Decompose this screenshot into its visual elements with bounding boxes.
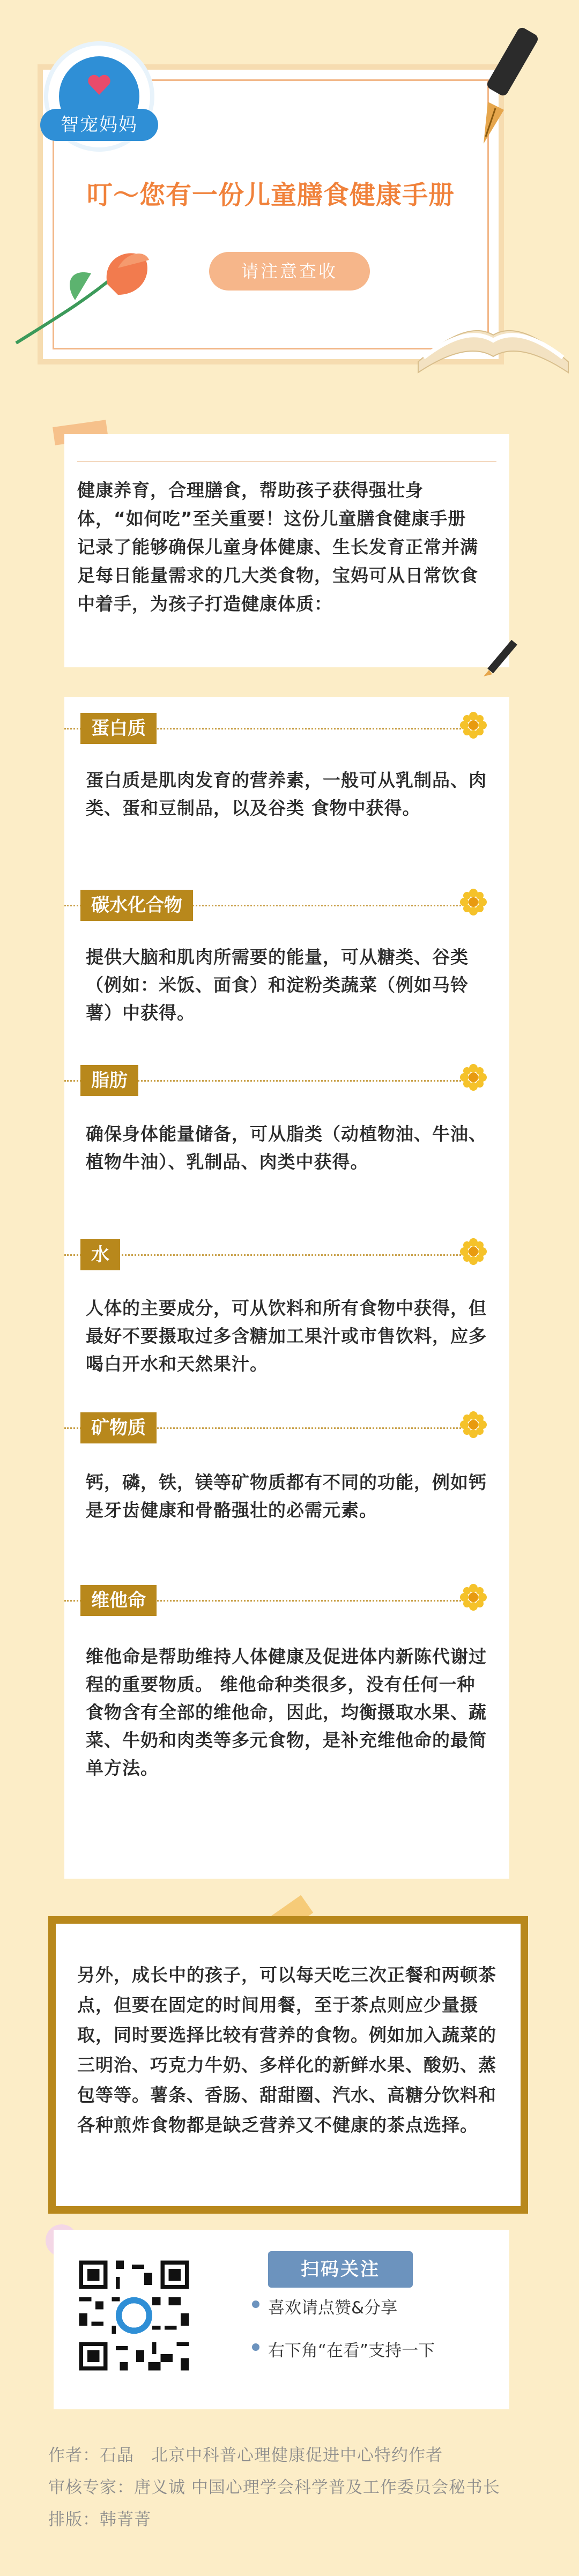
reviewer-credit: 审核专家：唐义诚 中国心理学会科学普及工作委员会秘书长 bbox=[48, 2478, 500, 2497]
qr-code-icon[interactable] bbox=[75, 2257, 193, 2374]
sunflower-icon bbox=[459, 711, 488, 740]
watching-tip: 右下角“在看”支持一下 bbox=[268, 2341, 435, 2361]
intro-card bbox=[64, 434, 509, 667]
section-tag: 碳水化合物 bbox=[80, 890, 193, 921]
sunflower-icon bbox=[459, 1583, 488, 1612]
note-card bbox=[48, 1916, 528, 2214]
section-body: 人体的主要成分，可从饮料和所有食物中获得，但最好不要摄取过多含糖加工果汁或市售饮料，应多喝白开水和天然果汁。 bbox=[86, 1298, 487, 1374]
section-tag: 蛋白质 bbox=[80, 713, 157, 744]
section-tag: 水 bbox=[80, 1239, 120, 1270]
open-book-icon bbox=[407, 297, 579, 389]
qr-card bbox=[54, 2230, 509, 2409]
sunflower-icon bbox=[459, 1237, 488, 1266]
section-body: 维他命是帮助维持人体健康及促进体内新陈代谢过程的重要物质。 维他命种类很多，没有任何一种食物含有全部的维他命，因此，均衡摄取水果、蔬菜、牛奶和肉类等多元食物，是补充维他命的最简单方法。 bbox=[86, 1646, 487, 1778]
sunflower-icon bbox=[459, 1063, 488, 1092]
section-body: 提供大脑和肌肉所需要的能量，可从糖类、谷类（例如：米饭、面食）和淀粉类蔬菜（例如马铃薯）中获得。 bbox=[86, 947, 469, 1023]
section-tag: 矿物质 bbox=[80, 1412, 157, 1443]
layout-credit: 排版：韩菁菁 bbox=[48, 2510, 151, 2529]
heart-icon bbox=[86, 71, 113, 98]
section-tag: 脂肪 bbox=[80, 1065, 138, 1096]
sunflower-icon bbox=[459, 888, 488, 917]
tulip-icon bbox=[11, 236, 161, 348]
notice-badge: 请注意查收 bbox=[209, 252, 370, 291]
section-body: 蛋白质是肌肉发育的营养素，一般可从乳制品、肉类、蛋和豆制品，以及谷类 食物中获得。 bbox=[86, 770, 487, 818]
note-text: 另外，成长中的孩子，可以每天吃三次正餐和两顿茶点，但要在固定的时间用餐，至于茶点则应少量摄取，同时要选择比较有营养的食物。例如加入蔬菜的三明治、巧克力牛奶、多样化的新鲜水果、酸奶、蒸包等等。薯条、香肠、甜甜圈、汽水、高糖分饮料和各种煎炸食物都是缺乏营养又不健康的茶点选择。 bbox=[77, 1964, 496, 2135]
nutrients-card bbox=[64, 697, 509, 1879]
intro-text: 健康养育，合理膳食，帮助孩子获得强壮身体，“如何吃”至关重要！这份儿童膳食健康手册记录了能够确保儿童身体健康、生长发育正常并满足每日能量需求的几大类食物，宝妈可从日常饮食中着手，为孩子打造健康体质： bbox=[77, 480, 478, 614]
like-share-tip: 喜欢请点赞&分享 bbox=[268, 2298, 398, 2318]
section-body: 确保身体能量储备，可从脂类（动植物油、牛油、植物牛油）、乳制品、肉类中获得。 bbox=[86, 1123, 487, 1172]
brand-logo bbox=[48, 46, 150, 147]
logo-text: 智宠妈妈 bbox=[40, 109, 158, 141]
sunflower-icon bbox=[459, 1410, 488, 1439]
pencil-icon bbox=[477, 638, 525, 686]
author-credit: 作者：石晶 北京中科普心理健康促进中心特约作者 bbox=[48, 2446, 443, 2465]
scan-follow-button[interactable]: 扫码关注 bbox=[268, 2251, 413, 2288]
fountain-pen-icon bbox=[450, 21, 558, 150]
page-title: 叮～您有一份儿童膳食健康手册 bbox=[86, 180, 455, 210]
section-body: 钙，磷，铁，镁等矿物质都有不同的功能，例如钙是牙齿健康和骨骼强壮的必需元素。 bbox=[86, 1472, 487, 1521]
section-tag: 维他命 bbox=[80, 1585, 157, 1616]
